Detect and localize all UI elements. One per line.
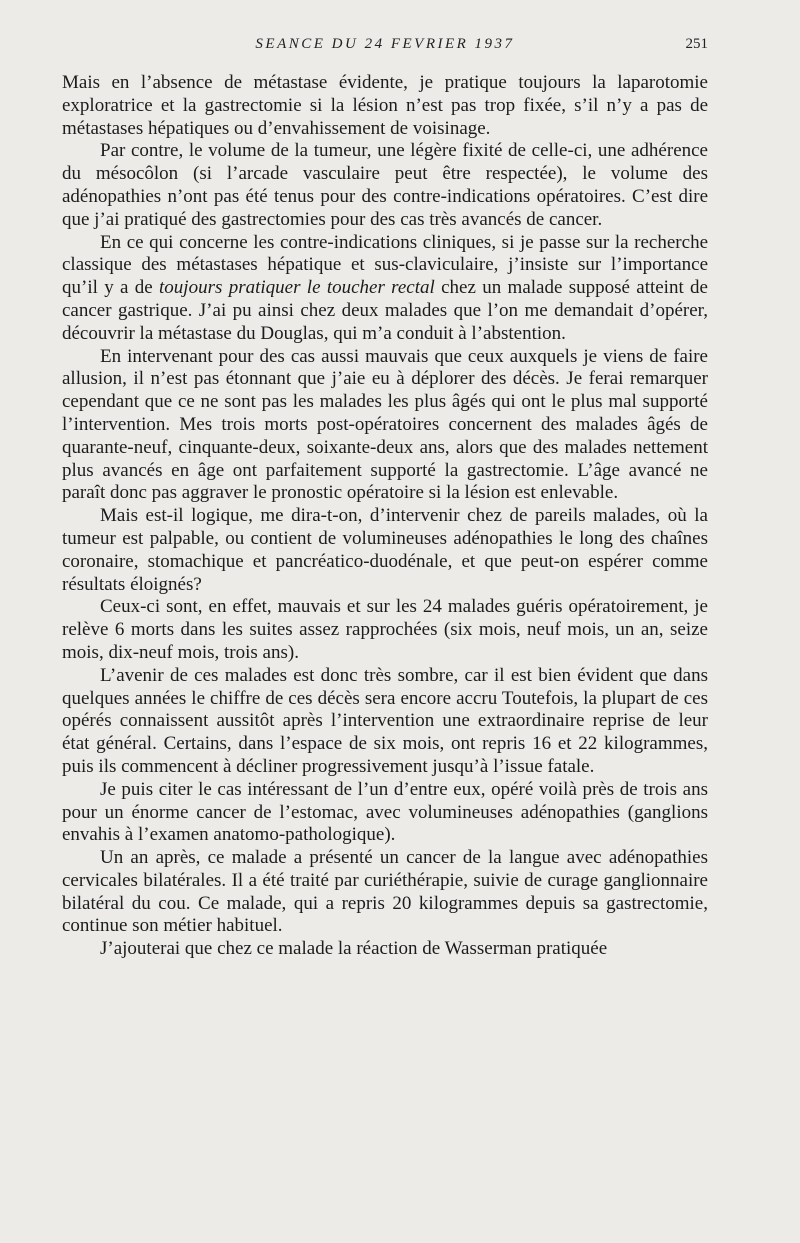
paragraph-1: Mais en l’absence de métastase évidente, je pratique toujours la laparotomie exploratrice et la gastrectomie si la lésion n’est pas trop fixée, s’il n’y a pas de métastases hépatiques ou d’envahissement de voisinage. <box>62 72 708 139</box>
paragraph-10: J’ajouterai que chez ce malade la réaction de Wasserman pratiquée <box>100 938 608 960</box>
paragraph-3-after: chez un malade supposé atteint de cancer gastrique. J’ai pu ainsi chez deux malades que l’on me demandait d’opérer, découvrir la métastase du Douglas, qui m’a conduit à l’abstention. <box>62 277 708 344</box>
paragraph-8: Je puis citer le cas intéressant de l’un d’entre eux, opéré voilà près de trois ans pour un énorme cancer de l’estomac, avec volumineuses adénopathies (ganglions envahis à l’examen anatomo-pathologique). <box>62 778 708 846</box>
paragraph-3 <box>62 232 708 346</box>
paragraph-3-before: En ce qui concerne les contre-indications cliniques, si je passe sur la recherche classique des métastases hépatique et sus-claviculaire, j’insiste sur l’importance qu’il y a de <box>62 231 708 299</box>
paragraph-2: Par contre, le volume de la tumeur, une légère fixité de celle-ci, une adhérence du mésocôlon (si l’arcade vasculaire peut être respectée), le volume des adénopathies n’ont pas été tenus pour des contre-indications opératoires. C’est dire que j’ai pratiqué des gastrectomies pour des cas très avancés de cancer. <box>62 140 708 230</box>
paragraph-5: Mais est-il logique, me dira-t-on, d’intervenir chez de pareils malades, où la tumeur est palpable, ou contient de volumineuses adénopathies le long des chaînes coronaire, stomachique et pancréatico-duodénale, et que peut-on espérer comme résultats éloignés? <box>62 505 708 595</box>
running-title: SEANCE DU 24 FEVRIER 1937 <box>255 36 515 52</box>
paragraph-4: En intervenant pour des cas aussi mauvais que ceux auxquels je viens de faire allusion, il n’est pas étonnant que j’aie eu à déplorer des décès. Je ferai remarquer cependant que ce ne sont pas les malades les plus âgés qui ont le plus mal supporté l’intervention. Mes trois morts post-opératoires concernent des malades âgés de quarante-neuf, cinquante-deux, soixante-deux ans, alors que des malades nettement plus avancés en âge ont parfaitement supporté la gastrectomie. L’âge avancé ne paraît donc pas aggraver le pronostic opératoire si la lésion est enlevable. <box>62 345 708 504</box>
paragraph-6: Ceux-ci sont, en effet, mauvais et sur les 24 malades guéris opératoirement, je relève 6 morts dans les suites assez rapprochées (six mois, neuf mois, un an, seize mois, dix-neuf mois, trois ans). <box>62 596 708 663</box>
paragraph-7: L’avenir de ces malades est donc très sombre, car il est bien évident que dans quelques années le chiffre de ces décès sera encore accru Toutefois, la plupart de ces opérés connaissent aussitôt après l’intervention une extraordinaire reprise de leur état général. Certains, dans l’espace de six mois, ont repris 16 et 22 kilogrammes, puis ils commencent à décliner progressivement jusqu’à l’issue fatale. <box>62 664 708 777</box>
page-header <box>62 36 708 58</box>
page-number: 251 <box>685 36 708 52</box>
body-text <box>62 72 708 961</box>
paragraph-3-emphasis: toujours pratiquer le toucher rectal <box>159 277 435 299</box>
paragraph-9: Un an après, ce malade a présenté un cancer de la langue avec adénopathies cervicales bilatérales. Il a été traité par curiéthérapie, suivie de curage ganglionnaire bilatéral du cou. Ce malade, qui a repris 20 kilogrammes depuis sa gastrectomie, continue son métier habituel. <box>62 847 708 937</box>
